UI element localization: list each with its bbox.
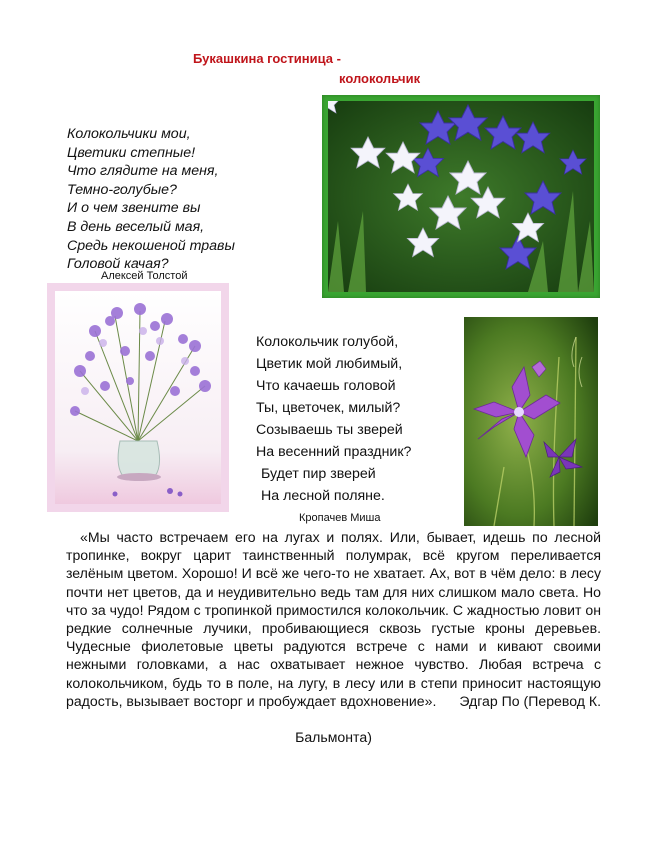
prose-signature: Эдгар По (Перевод К. — [459, 692, 601, 709]
poem-line: Колокольчик голубой, — [256, 334, 399, 350]
poem-line: На весенний праздник? — [256, 444, 412, 460]
prose-text: «Мы часто встречаем его на лугах и полях. Или, бывает, идешь по лесной тропинке, вокруг царит таинственный полумрак, всё кругом переливается зелёным цветом. Хорошо! И всё же чего-то не хватает. Ах, вот в чём дело: в лесу почти нет цветов, да и неудивительно ведь там для них слишком мало света. Но что за чудо! Рядом с тропинкой примостился колокольчик. С жадностью ловит он редкие солнечные лучики, пробивающиеся сквозь густые кроны деревьев. Чудесные фиолетовые цветы радуются встрече с нами и кивают своими нежными головками, а нас охватывает нежное чувство. Любая встреча с колокольчиком, будь то в поле, на лугу, в лесу или в степи приносит настоящую радость, вызывает восторг и пробуждает вдохновение». — [66, 529, 601, 709]
poem-line: Цветик мой любимый, — [256, 356, 403, 372]
poem-kropachev — [256, 331, 411, 507]
purple-bellflower-photo-icon — [464, 317, 598, 526]
poem-line: Цветики степные! — [67, 144, 196, 161]
page-title-line2: колокольчик — [339, 71, 421, 86]
poem-line: Будет пир зверей — [261, 466, 376, 482]
bellflowers-photo — [322, 95, 600, 298]
page-title-line1: Букашкина гостиница - — [193, 51, 341, 66]
purple-bellflower-photo — [464, 317, 598, 526]
poem-author-tolstoy: Алексей Толстой — [101, 270, 188, 282]
poem-line: Что глядите на меня, — [67, 163, 219, 180]
poem-line: Темно-голубые? — [67, 181, 177, 198]
prose-signature-end: Бальмонта) — [295, 729, 372, 745]
poem-line: Что качаешь головой — [256, 378, 396, 394]
poem-line: На лесной поляне. — [261, 488, 385, 504]
flower-vase-photo — [47, 283, 229, 512]
poem-author-kropachev: Кропачев Миша — [299, 512, 381, 524]
poem-line: Колокольчики мои, — [67, 126, 191, 142]
poem-tolstoy — [67, 125, 235, 274]
poem-line: И о чем звените вы — [67, 200, 201, 217]
poem-line: Средь некошеной травы — [67, 237, 235, 254]
poem-line: В день веселый мая, — [67, 218, 205, 235]
poem-line: Ты, цветочек, милый? — [256, 400, 401, 416]
bellflowers-photo-icon — [328, 101, 594, 292]
prose-paragraph — [66, 528, 601, 710]
poem-line: Созываешь ты зверей — [256, 422, 403, 438]
poem-line: Головой качая? — [67, 256, 169, 273]
flower-vase-photo-icon — [55, 291, 221, 504]
